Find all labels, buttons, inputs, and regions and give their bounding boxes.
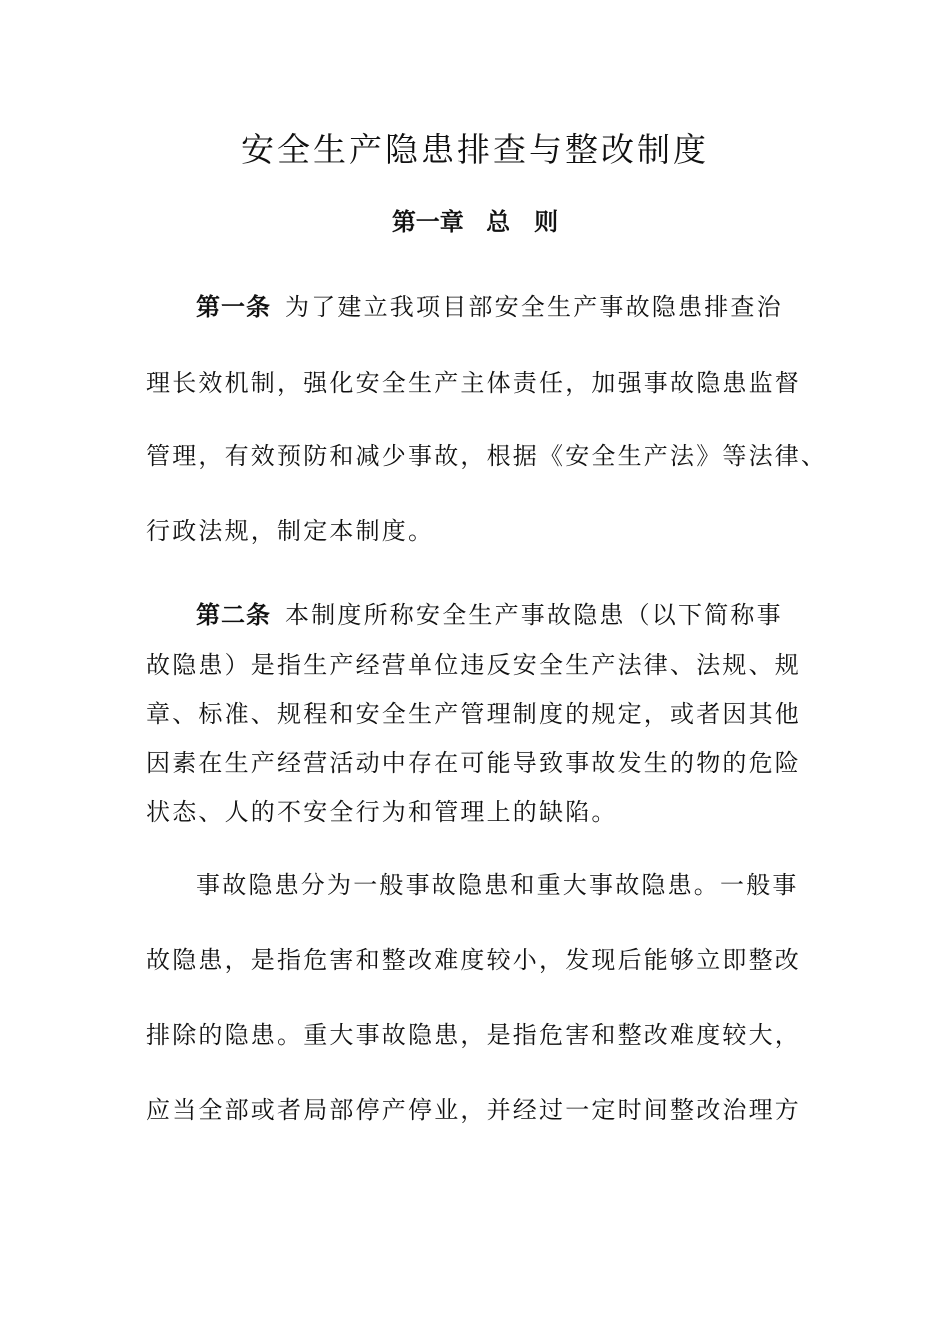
article-1-line-1	[196, 290, 783, 324]
article-1-line-2: 理长效机制，强化安全生产主体责任，加强事故隐患监督	[146, 369, 801, 397]
paragraph-3-line-3: 排除的隐患。重大事故隐患，是指危害和整改难度较大，	[146, 1021, 801, 1049]
paragraph-3-line-2: 故隐患，是指危害和整改难度较小，发现后能够立即整改	[146, 946, 801, 974]
paragraph-3-line-1: 事故隐患分为一般事故隐患和重大事故隐患。一般事	[196, 871, 799, 899]
article-2-line-5: 状态、人的不安全行为和管理上的缺陷。	[146, 798, 618, 826]
article-1-line-4: 行政法规，制定本制度。	[146, 517, 435, 545]
article-2-line-2: 故隐患）是指生产经营单位违反安全生产法律、法规、规	[146, 651, 801, 679]
article-2-line-3: 章、标准、规程和安全生产管理制度的规定，或者因其他	[146, 700, 801, 728]
article-1-label: 第一条	[196, 292, 271, 321]
paragraph-3-line-4: 应当全部或者局部停产停业，并经过一定时间整改治理方	[146, 1096, 801, 1124]
article-2-text: 本制度所称安全生产事故隐患（以下简称事	[285, 601, 783, 629]
chapter-heading: 第一章 总 则	[391, 207, 559, 236]
article-1-line-3: 管理，有效预防和减少事故，根据《安全生产法》等法律、	[146, 442, 828, 470]
article-2-line-4: 因素在生产经营活动中存在可能导致事故发生的物的危险	[146, 749, 801, 777]
article-2-label: 第二条	[196, 600, 271, 629]
document-title: 安全生产隐患排查与整改制度	[241, 130, 709, 169]
article-1-text: 为了建立我项目部安全生产事故隐患排查治	[285, 293, 783, 321]
article-2-line-1	[196, 598, 783, 632]
